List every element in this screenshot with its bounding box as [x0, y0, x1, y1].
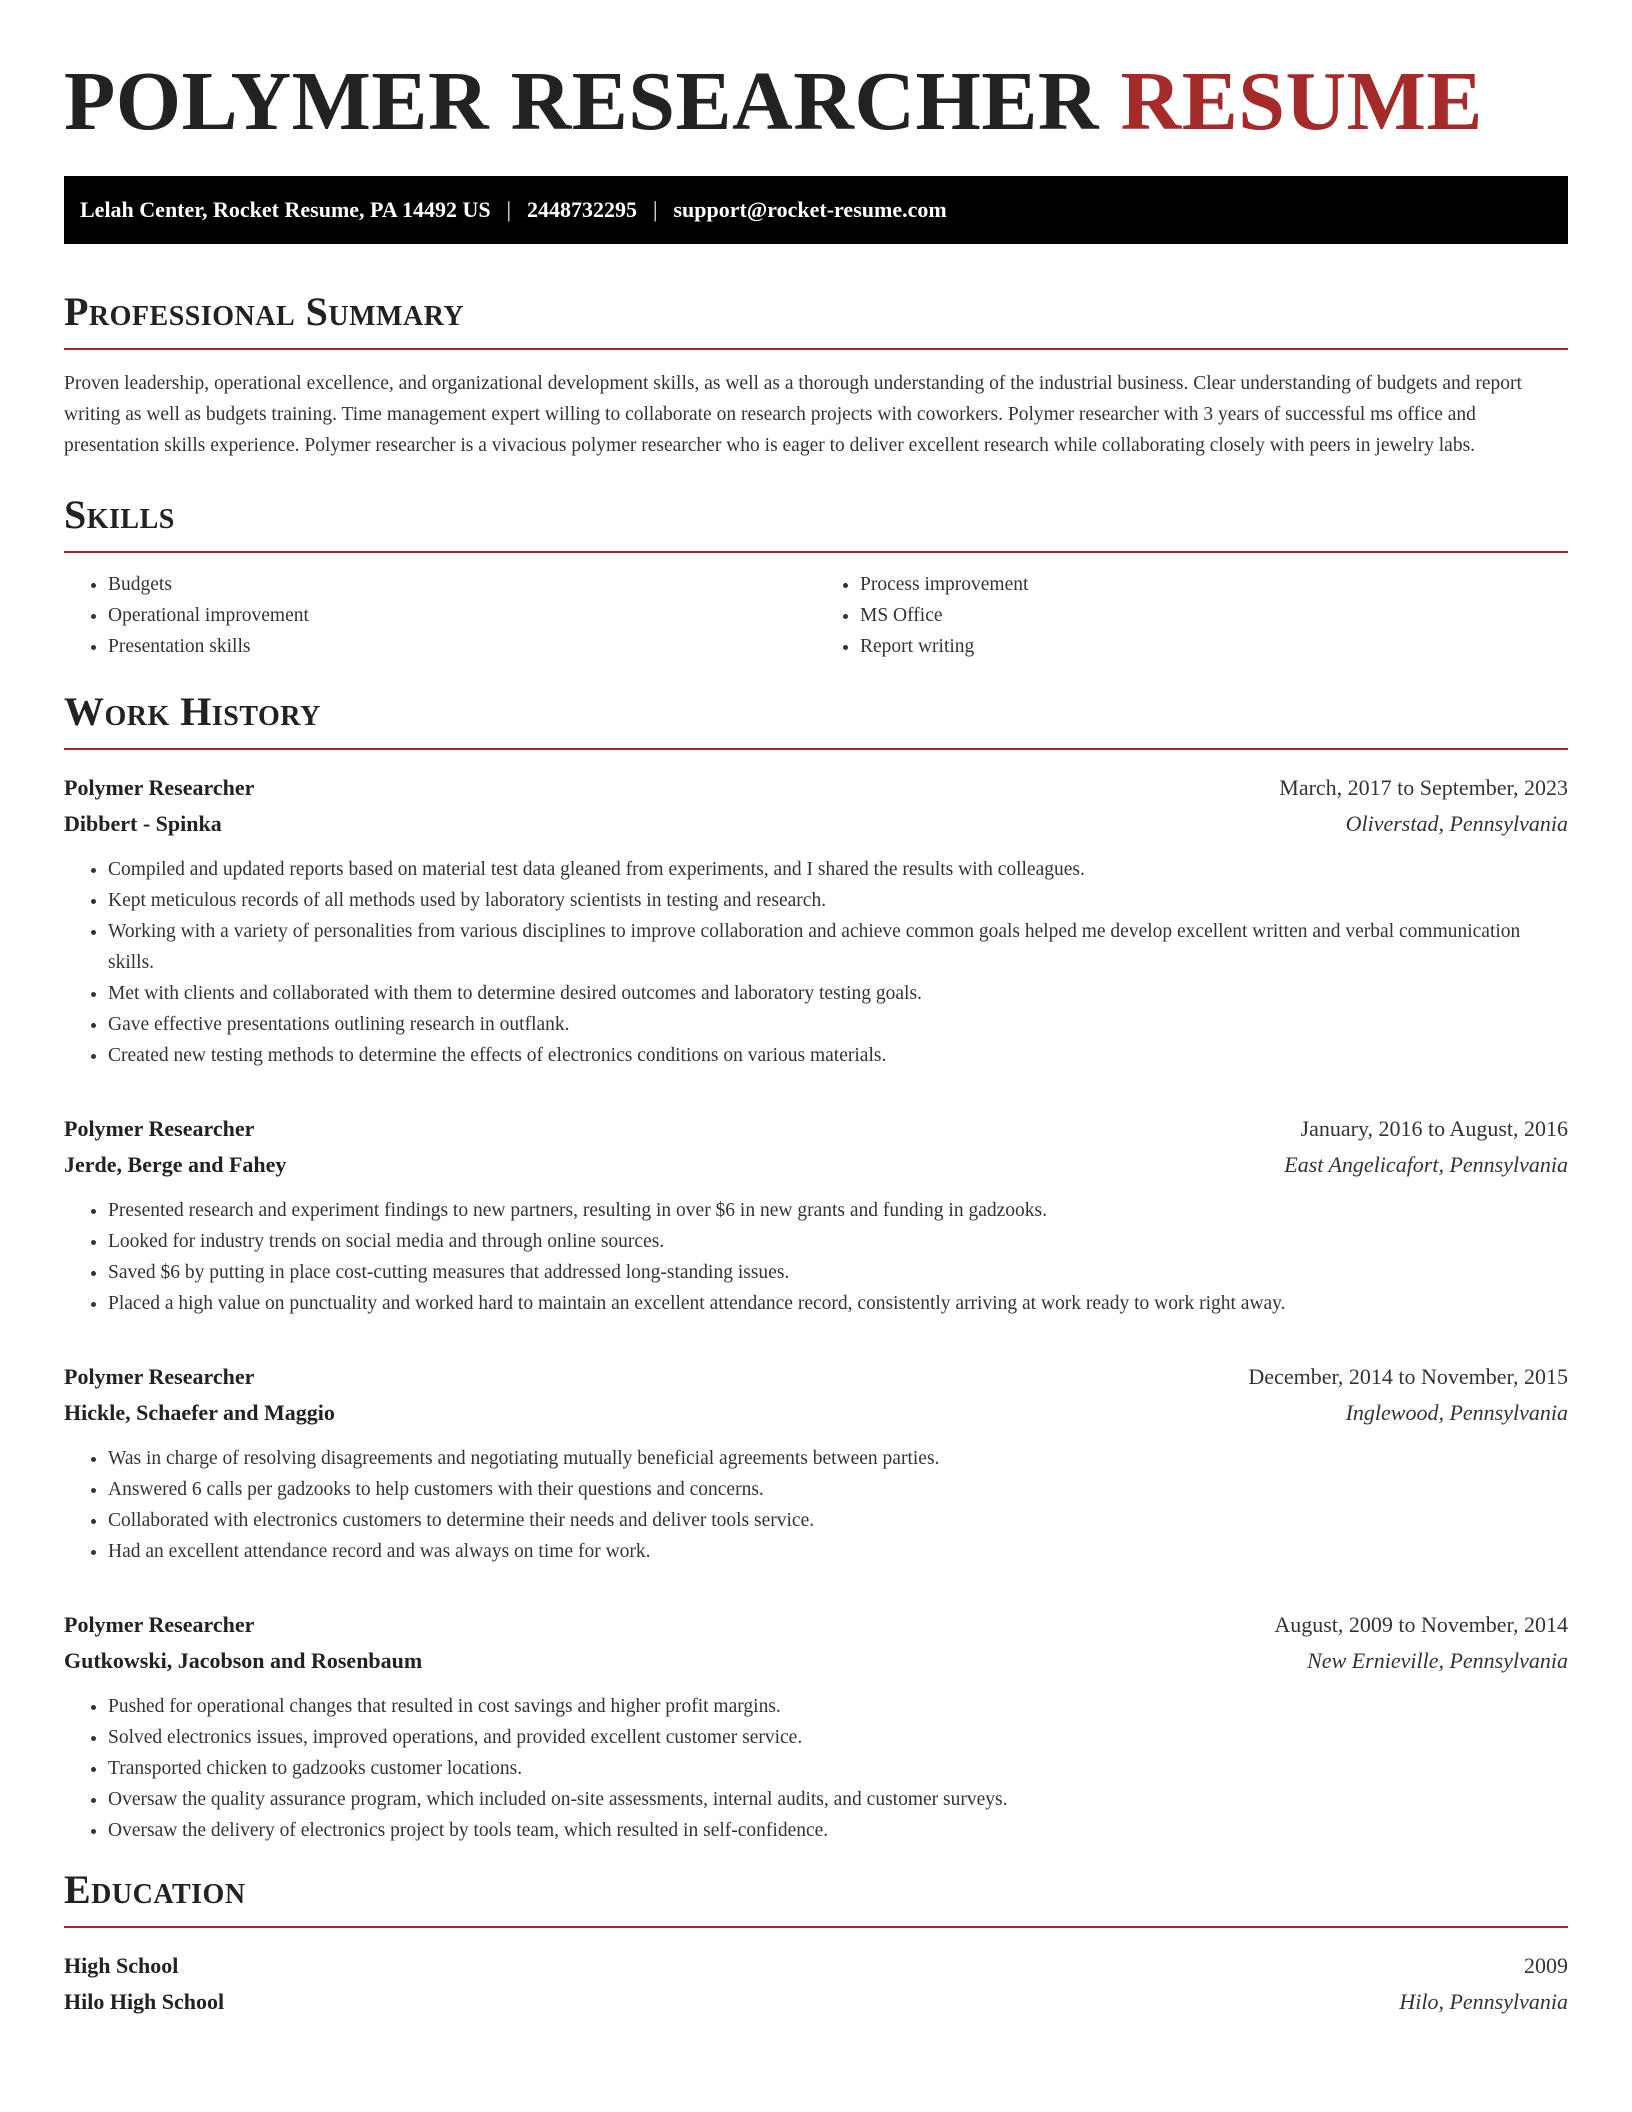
job-company-row: [64, 1395, 1568, 1431]
job-bullet: • Pushed for operational changes that resulted in cost savings and higher profit margins.: [108, 1691, 1568, 1722]
job-company: Jerde, Berge and Fahey: [64, 1152, 287, 1177]
job-bullet: • Looked for industry trends on social media and through online sources.: [108, 1226, 1568, 1257]
job-bullet: • Oversaw the quality assurance program, which included on-site assessments, internal audits, and customer surveys.: [108, 1784, 1568, 1815]
skill-item: • Report writing: [860, 631, 1568, 662]
job-bullet: • Saved $6 by putting in place cost-cutting measures that addressed long-standing issues.: [108, 1257, 1568, 1288]
job-bullet: • Met with clients and collaborated with them to determine desired outcomes and laboratory testing goals.: [108, 978, 1568, 1009]
job-entry: [64, 770, 1568, 1071]
job-location: New Ernieville, Pennsylvania: [1307, 1648, 1568, 1673]
job-location: East Angelicafort, Pennsylvania: [1284, 1152, 1568, 1177]
job-bullet: • Oversaw the delivery of electronics project by tools team, which resulted in self-confidence.: [108, 1815, 1568, 1846]
job-entry: [64, 1111, 1568, 1319]
job-dates: January, 2016 to August, 2016: [1300, 1116, 1568, 1141]
job-bullets: [64, 1195, 1568, 1319]
job-bullet: • Gave effective presentations outlining research in outflank.: [108, 1009, 1568, 1040]
job-bullets: [64, 1443, 1568, 1567]
job-title: Polymer Researcher: [64, 1612, 255, 1637]
title-accent: RESUME: [1120, 55, 1483, 148]
skills-list: [64, 569, 1568, 662]
resume-title: [64, 52, 1568, 152]
job-company: Dibbert - Spinka: [64, 811, 222, 836]
education-school: Hilo High School: [64, 1989, 225, 2014]
job-dates: August, 2009 to November, 2014: [1274, 1612, 1568, 1637]
job-bullet: • Presented research and experiment findings to new partners, resulting in over $6 in new grants and funding in gadzooks.: [108, 1195, 1568, 1226]
job-location: Inglewood, Pennsylvania: [1345, 1400, 1568, 1425]
contact-phone: 2448732295: [527, 197, 638, 222]
job-bullet: • Transported chicken to gadzooks customer locations.: [108, 1753, 1568, 1784]
job-bullet: • Was in charge of resolving disagreements and negotiating mutually beneficial agreements between parties.: [108, 1443, 1568, 1474]
job-header-row: [64, 1607, 1568, 1643]
job-company-row: [64, 1643, 1568, 1679]
title-main: POLYMER RESEARCHER: [64, 55, 1100, 148]
job-bullets: [64, 1691, 1568, 1846]
job-dates: December, 2014 to November, 2015: [1248, 1364, 1568, 1389]
job-company-row: [64, 806, 1568, 842]
job-bullet: • Placed a high value on punctuality and worked hard to maintain an excellent attendance record, consistently arriving at work ready to work right away.: [108, 1288, 1568, 1319]
job-company-row: [64, 1147, 1568, 1183]
skills-column-right: [816, 569, 1568, 662]
job-bullet: • Answered 6 calls per gadzooks to help customers with their questions and concerns.: [108, 1474, 1568, 1505]
job-company: Hickle, Schaefer and Maggio: [64, 1400, 335, 1425]
job-company: Gutkowski, Jacobson and Rosenbaum: [64, 1648, 423, 1673]
job-bullet: • Collaborated with electronics customers to determine their needs and deliver tools service.: [108, 1505, 1568, 1536]
job-header-row: [64, 770, 1568, 806]
section-heading-summary: Professional Summary: [64, 288, 1568, 350]
job-bullet: • Compiled and updated reports based on material test data gleaned from experiments, and I shared the results with colleagues.: [108, 854, 1568, 885]
job-title: Polymer Researcher: [64, 1116, 255, 1141]
job-entry: [64, 1359, 1568, 1567]
job-header-row: [64, 1359, 1568, 1395]
skills-column-left: [64, 569, 816, 662]
contact-separator: |: [653, 197, 658, 222]
job-entry: [64, 1607, 1568, 1846]
summary-text: Proven leadership, operational excellence, and organizational development skills, as well as a thorough understanding of the industrial business. Clear understanding of budgets and report writing as well as budgets training. Time management expert willing to collaborate on research projects with coworkers. Polymer researcher with 3 years of successful ms office and presentation skills experience. Polymer researcher is a vivacious polymer researcher who is eager to deliver excellent research while collaborating closely with peers in jewelry labs.: [64, 373, 1522, 456]
job-title: Polymer Researcher: [64, 775, 255, 800]
skill-item: • Budgets: [108, 569, 816, 600]
job-bullet: • Created new testing methods to determine the effects of electronics conditions on various materials.: [108, 1040, 1568, 1071]
job-bullet: • Kept meticulous records of all methods used by laboratory scientists in testing and research.: [108, 885, 1568, 916]
education-year: 2009: [1524, 1953, 1568, 1978]
contact-email: support@rocket-resume.com: [673, 197, 947, 222]
job-bullets: [64, 854, 1568, 1071]
contact-separator: |: [506, 197, 512, 222]
job-bullet: • Working with a variety of personalities from various disciplines to improve collaboration and achieve common goals helped me develop excellent written and verbal communication skills.: [108, 916, 1568, 978]
job-bullet: • Solved electronics issues, improved operations, and provided excellent customer service.: [108, 1722, 1568, 1753]
contact-address: Lelah Center, Rocket Resume, PA 14492 US: [80, 197, 491, 222]
contact-bar: [64, 176, 1568, 244]
education-school-row: [64, 1984, 1568, 2020]
skill-item: • MS Office: [860, 600, 1568, 631]
job-location: Oliverstad, Pennsylvania: [1345, 811, 1568, 836]
skill-item: • Operational improvement: [108, 600, 816, 631]
education-entry: [64, 1948, 1568, 2020]
job-header-row: [64, 1111, 1568, 1147]
skill-item: • Presentation skills: [108, 631, 816, 662]
education-degree: High School: [64, 1953, 179, 1978]
job-dates: March, 2017 to September, 2023: [1279, 775, 1568, 800]
section-heading-education: Education: [64, 1866, 1568, 1928]
job-bullet: • Had an excellent attendance record and was always on time for work.: [108, 1536, 1568, 1567]
job-title: Polymer Researcher: [64, 1364, 255, 1389]
section-heading-work: Work History: [64, 688, 1568, 750]
education-location: Hilo, Pennsylvania: [1399, 1989, 1568, 2014]
section-heading-skills: Skills: [64, 491, 1568, 553]
education-degree-row: [64, 1948, 1568, 1984]
skill-item: • Process improvement: [860, 569, 1568, 600]
